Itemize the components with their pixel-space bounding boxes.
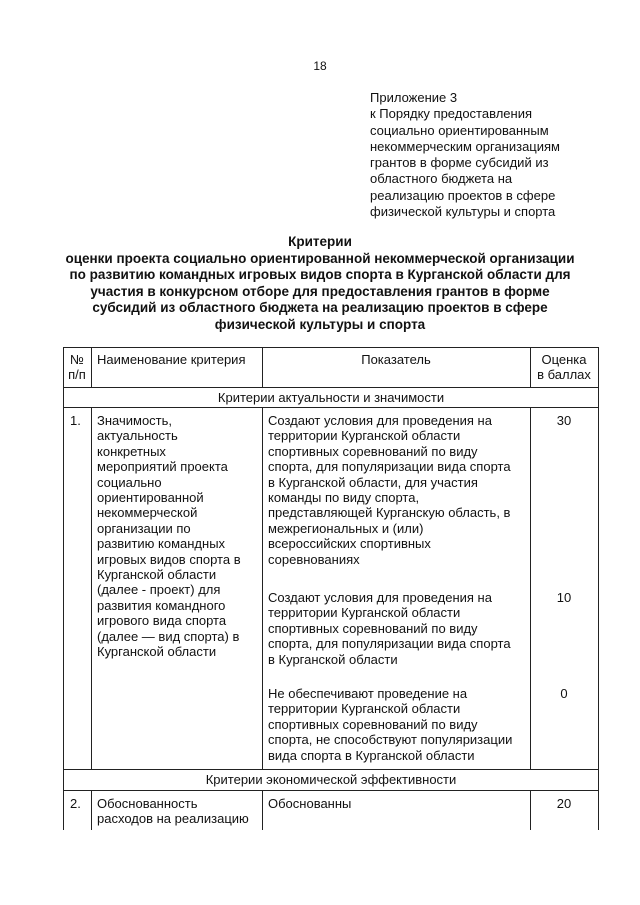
row1-num: 1. [70, 413, 81, 428]
criterion-line: развития командного [97, 597, 226, 613]
heading-line: участия в конкурсном отборе для предоставления грантов в форме [90, 283, 550, 299]
criterion-line: расходов на реализацию [97, 811, 249, 827]
header-indicator: Показатель [361, 352, 431, 367]
indicator-line: спорта, для популяризации вида спорта [268, 459, 511, 475]
section-heading: Критерии актуальности и значимости [217, 390, 445, 405]
indicator-line: спортивных соревнований по виду [268, 443, 478, 459]
criterion-line: игрового вида спорта [97, 613, 227, 629]
indicator-2 [268, 590, 511, 667]
criterion-line: Обоснованность [97, 796, 198, 811]
criterion-line: развитию командных [97, 536, 226, 552]
score-3: 0 [560, 686, 568, 701]
indicator-line: территории Курганской области [268, 428, 461, 444]
indicator-1 [268, 413, 511, 567]
header-num [63, 352, 91, 383]
header-criterion: Наименование критерия [97, 352, 246, 367]
indicator-line: Создают условия для проведения на [268, 590, 492, 605]
criterion-line: мероприятий проекта [97, 459, 228, 475]
document-heading [40, 234, 600, 334]
indicator-line: территории Курганской области [268, 701, 461, 717]
table-col-divider [91, 407, 92, 769]
heading-line: оценки проекта социально ориентированной некоммерческой организации [65, 250, 575, 266]
table-rule [63, 769, 599, 770]
score-1: 30 [556, 413, 572, 428]
appendix-line: к Порядку предоставления [370, 106, 532, 122]
indicator-line: представляющей Курганскую область, в [268, 505, 511, 521]
row2-score: 20 [556, 796, 572, 811]
indicator-line: территории Курганской области [268, 605, 461, 621]
heading-line: субсидий из областного бюджета на реализацию проектов в сфере [92, 300, 548, 316]
header-score-line: в баллах [537, 367, 591, 383]
table-rule [63, 407, 599, 408]
table-col-divider [91, 790, 92, 830]
criterion-line: ориентированной [97, 490, 204, 506]
indicator-line: спорта, не способствуют популяризации [268, 732, 513, 748]
score-2: 10 [556, 590, 572, 605]
header-score [530, 352, 598, 383]
table-rule [63, 790, 599, 791]
indicator-line: в Курганской области [268, 651, 398, 667]
indicator-line: вида спорта в Курганской области [268, 747, 475, 763]
table-col-divider [262, 790, 263, 830]
criterion-line: Курганской области [97, 644, 217, 660]
table-border-right [598, 347, 599, 830]
row2-num: 2. [70, 796, 81, 811]
appendix-line: областного бюджета на [370, 171, 513, 187]
indicator-line: в Курганской области, для участия [268, 474, 478, 490]
criterion-line: актуальность [97, 428, 178, 444]
criterion-line: Курганской области [97, 567, 217, 583]
indicator-line: Не обеспечивают проведение на [268, 686, 468, 701]
table-col-divider [262, 407, 263, 769]
table-col-divider [530, 407, 531, 769]
appendix-line: реализацию проектов в сфере [370, 187, 556, 203]
appendix-line: социально ориентированным [370, 122, 549, 138]
indicator-line: команды по виду спорта, [268, 490, 420, 506]
indicator-line: всероссийских спортивных [268, 536, 431, 552]
appendix-line: грантов в форме субсидий из [370, 155, 549, 171]
header-num-line: № [70, 352, 84, 367]
criterion-line: конкретных [97, 443, 166, 459]
header-score-line: Оценка [541, 352, 587, 367]
row2-criterion [97, 796, 249, 827]
section-heading: Критерии экономической эффективности [205, 772, 457, 787]
appendix-line: физической культуры и спорта [370, 204, 556, 220]
criterion-line: некоммерческой [97, 505, 198, 521]
criterion-line: социально [97, 474, 162, 490]
table-col-divider [91, 347, 92, 387]
indicator-line: межрегиональных и (или) [268, 520, 424, 536]
table-rule [63, 387, 599, 388]
indicator-line: спортивных соревнований по виду [268, 716, 478, 732]
page-number: 18 [313, 59, 327, 73]
indicator-3 [268, 686, 512, 763]
indicator-line: спорта, для популяризации вида спорта [268, 636, 511, 652]
appendix-line: Приложение 3 [370, 90, 458, 105]
appendix-note [370, 90, 610, 220]
row2-indicator: Обоснованны [268, 796, 352, 811]
heading-line: по развитию командных игровых видов спорта в Курганской области для [69, 267, 571, 283]
indicator-line: соревнованиях [268, 551, 360, 567]
criterion-line: (далее — вид спорта) в [97, 628, 240, 644]
heading-line: физической культуры и спорта [214, 316, 426, 332]
criterion-line: игровых видов спорта в [97, 551, 241, 567]
header-num-line: п/п [68, 367, 86, 383]
criterion-line: Значимость, [97, 413, 173, 428]
appendix-line: некоммерческим организациям [370, 138, 560, 154]
heading-title: Критерии [288, 234, 352, 249]
criterion-line: организации по [97, 520, 191, 536]
criterion-line: (далее - проект) для [97, 582, 221, 598]
table-border-top [63, 347, 599, 348]
indicator-line: спортивных соревнований по виду [268, 620, 478, 636]
indicator-line: Создают условия для проведения на [268, 413, 492, 428]
table-border-left [63, 347, 64, 830]
row1-criterion [97, 413, 241, 660]
